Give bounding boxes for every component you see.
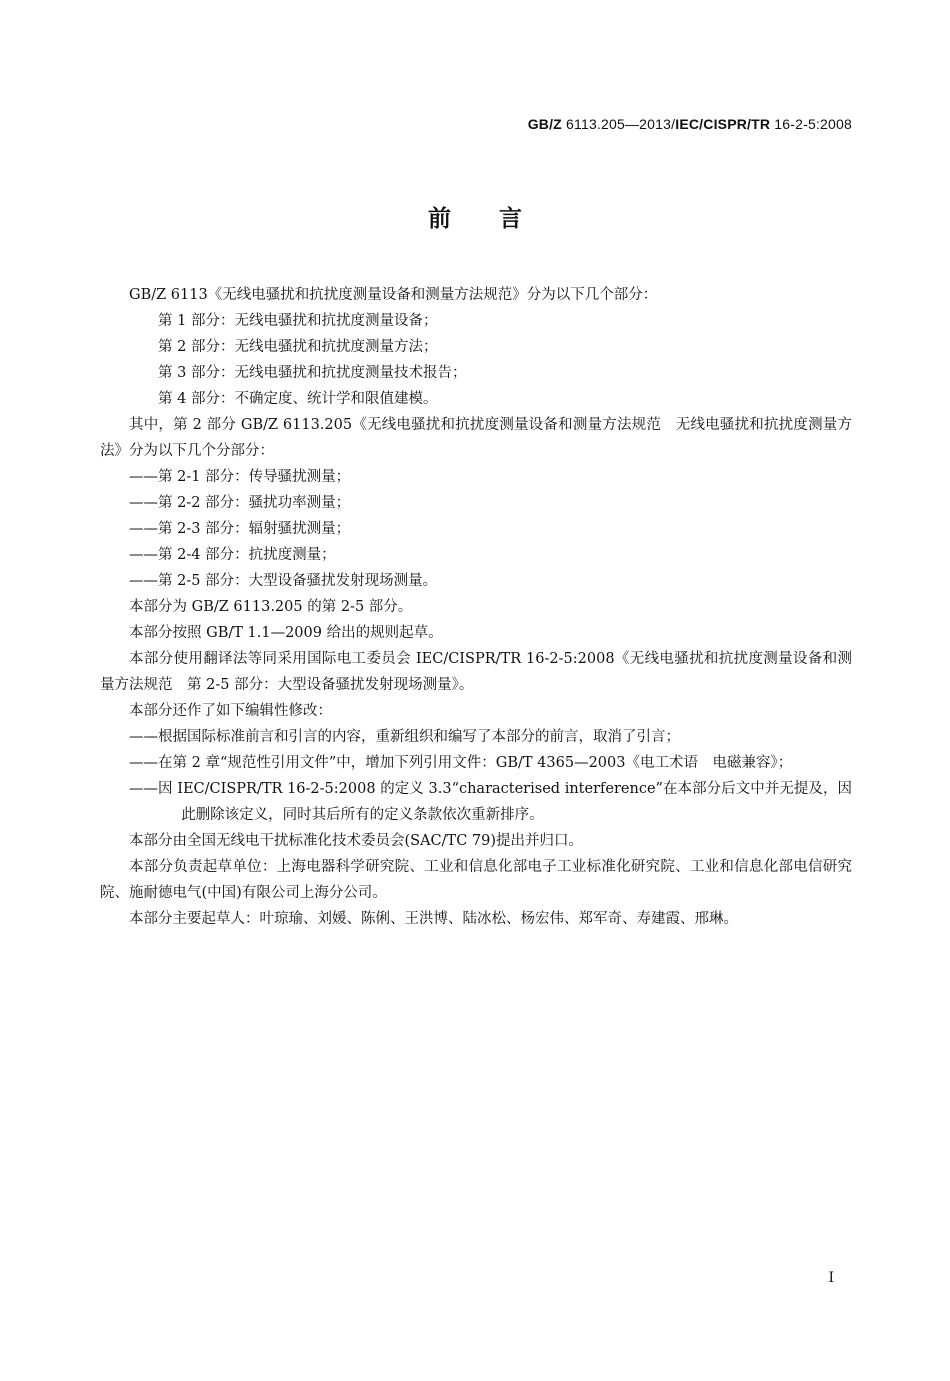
drafters-paragraph: 本部分主要起草人：叶琼瑜、刘媛、陈俐、王洪博、陆冰松、杨宏伟、郑军奇、寿建霞、邢琳。 — [129, 911, 738, 927]
document-code-header — [528, 116, 852, 132]
part-item: 第 2 部分：无线电骚扰和抗扰度测量方法； — [158, 339, 438, 355]
page-number: I — [828, 1270, 834, 1286]
code-suffix: 16-2-5:2008 — [774, 116, 852, 132]
edits-intro-paragraph: 本部分还作了如下编辑性修改： — [129, 703, 332, 719]
proposed-by-paragraph: 本部分由全国无线电干扰标准化技术委员会(SAC/TC 79)提出并归口。 — [129, 833, 584, 849]
this-part-paragraph: 本部分为 GB/Z 6113.205 的第 2-5 部分。 — [129, 599, 413, 615]
subpart-item: ——第 2-3 部分：辐射骚扰测量； — [129, 521, 351, 537]
edit-item: ——因 IEC/CISPR/TR 16-2-5:2008 的定义 3.3“characterised interference”在本部分后文中并无提及，因此删除该定义，同时其后所有的定义条款依次重新排序。 — [129, 781, 852, 823]
drafting-units-paragraph: 本部分负责起草单位：上海电器科学研究院、工业和信息化部电子工业标准化研究院、工业和信息化部电信研究院、施耐德电气(中国)有限公司上海分公司。 — [100, 859, 852, 901]
edit-item: ——根据国际标准前言和引言的内容，重新组织和编写了本部分的前言，取消了引言； — [129, 729, 680, 745]
code-iec: IEC/CISPR/TR — [675, 116, 771, 132]
translation-paragraph: 本部分使用翻译法等同采用国际电工委员会 IEC/CISPR/TR 16-2-5:2008《无线电骚扰和抗扰度测量设备和测量方法规范 第 2-5 部分：大型设备骚扰发射现场测量》。 — [100, 651, 852, 693]
subpart-item: ——第 2-2 部分：骚扰功率测量； — [129, 495, 351, 511]
part2-intro-paragraph: 其中，第 2 部分 GB/Z 6113.205《无线电骚扰和抗扰度测量设备和测量方法规范 无线电骚扰和抗扰度测量方法》分为以下几个分部分： — [100, 417, 852, 459]
edit-item: ——在第 2 章“规范性引用文件”中，增加下列引用文件：GB/T 4365—2003《电工术语 电磁兼容》； — [129, 755, 793, 771]
code-number: 6113.205—2013/ — [566, 116, 676, 132]
intro-paragraph: GB/Z 6113《无线电骚扰和抗扰度测量设备和测量方法规范》分为以下几个部分： — [129, 287, 658, 303]
code-prefix: GB/Z — [527, 116, 562, 132]
foreword-body — [100, 282, 852, 932]
part-item: 第 4 部分：不确定度、统计学和限值建模。 — [158, 391, 438, 407]
subpart-item: ——第 2-4 部分：抗扰度测量； — [129, 547, 336, 563]
part-item: 第 1 部分：无线电骚扰和抗扰度测量设备； — [158, 313, 438, 329]
subpart-item: ——第 2-1 部分：传导骚扰测量； — [129, 469, 351, 485]
part-item: 第 3 部分：无线电骚扰和抗扰度测量技术报告； — [158, 365, 467, 381]
drafting-rule-paragraph: 本部分按照 GB/T 1.1—2009 给出的规则起草。 — [129, 625, 443, 641]
page-title: 前言 — [428, 206, 570, 232]
subpart-item: ——第 2-5 部分：大型设备骚扰发射现场测量。 — [129, 573, 438, 589]
